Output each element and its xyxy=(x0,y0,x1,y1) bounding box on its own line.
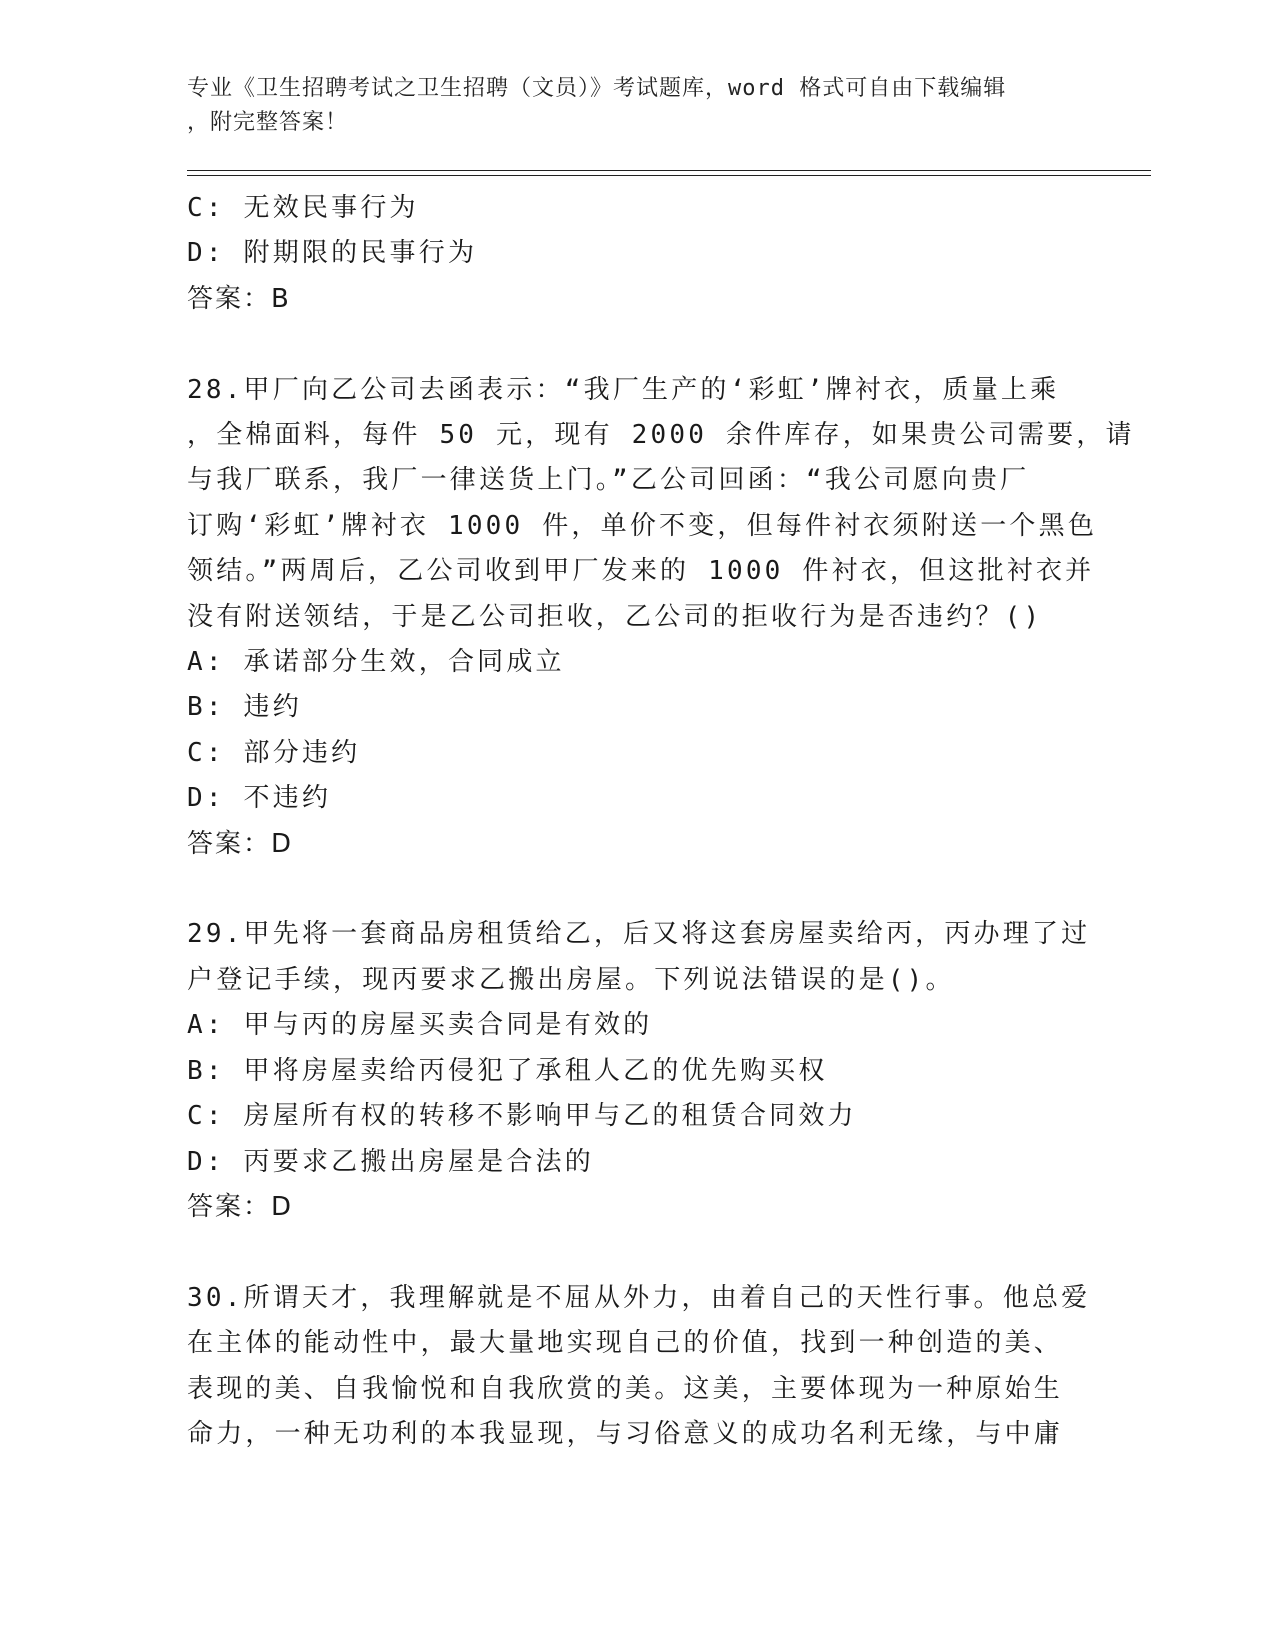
question-30-line: 在主体的能动性中，最大量地实现自己的价值，找到一种创造的美、 xyxy=(187,1328,1064,1359)
answer-line: 答案：B xyxy=(187,283,291,314)
question-28-line: 28.甲厂向乙公司去函表示：“我厂生产的‘彩虹’牌衬衣，质量上乘 xyxy=(187,374,1060,405)
question-29-line: 29.甲先将一套商品房租赁给乙，后又将这套房屋卖给丙，丙办理了过 xyxy=(187,919,1091,950)
question-29-option-c: C: 房屋所有权的转移不影响甲与乙的租赁合同效力 xyxy=(187,1101,857,1132)
header-line-2: ，附完整答案！ xyxy=(187,110,349,135)
question-29-option-a: A: 甲与丙的房屋买卖合同是有效的 xyxy=(187,1010,653,1041)
header-divider-top xyxy=(187,170,1151,171)
question-29-option-b: B: 甲将房屋卖给丙侵犯了承租人乙的优先购买权 xyxy=(187,1055,828,1086)
header-line-1: 专业《卫生招聘考试之卫生招聘（文员）》考试题库，word 格式可自由下载编辑 xyxy=(187,76,1007,101)
question-28-option-d: D: 不违约 xyxy=(187,783,332,814)
question-28-line: 没有附送领结，于是乙公司拒收，乙公司的拒收行为是否违约？() xyxy=(187,601,1043,632)
question-29-line: 户登记手续，现丙要求乙搬出房屋。下列说法错误的是()。 xyxy=(187,964,955,995)
question-30-line: 命力，一种无功利的本我显现，与习俗意义的成功名利无缘，与中庸 xyxy=(187,1418,1064,1449)
question-30-line: 表现的美、自我愉悦和自我欣赏的美。这美，主要体现为一种原始生 xyxy=(187,1373,1064,1404)
document-header xyxy=(187,72,1067,140)
question-28-answer: 答案：D xyxy=(187,828,294,859)
option-c: C: 无效民事行为 xyxy=(187,193,419,223)
spacer xyxy=(187,867,1087,912)
question-28-line: 领结。”两周后，乙公司收到甲厂发来的 1000 件衬衣，但这批衬衣并 xyxy=(187,556,1095,587)
spacer xyxy=(187,1230,1087,1275)
question-29-option-d: D: 丙要求乙搬出房屋是合法的 xyxy=(187,1146,594,1177)
question-28-option-a: A: 承诺部分生效，合同成立 xyxy=(187,647,565,678)
question-content xyxy=(187,186,1135,1457)
question-29-answer: 答案：D xyxy=(187,1191,294,1222)
header-divider-bottom xyxy=(187,175,1151,176)
option-d: D: 附期限的民事行为 xyxy=(187,238,478,269)
question-28-line: ，全棉面料，每件 50 元，现有 2000 余件库存，如果贵公司需要，请 xyxy=(187,420,1135,451)
question-28-line: 订购‘彩虹’牌衬衣 1000 件，单价不变，但每件衬衣须附送一个黑色 xyxy=(187,510,1098,541)
spacer xyxy=(187,322,1087,367)
question-30-line: 30.所谓天才，我理解就是不屈从外力，由着自己的天性行事。他总爱 xyxy=(187,1282,1091,1313)
question-28-option-c: C: 部分违约 xyxy=(187,737,361,768)
question-28-option-b: B: 违约 xyxy=(187,692,302,723)
question-28-line: 与我厂联系，我厂一律送货上门。”乙公司回函：“我公司愿向贵厂 xyxy=(187,465,1030,496)
